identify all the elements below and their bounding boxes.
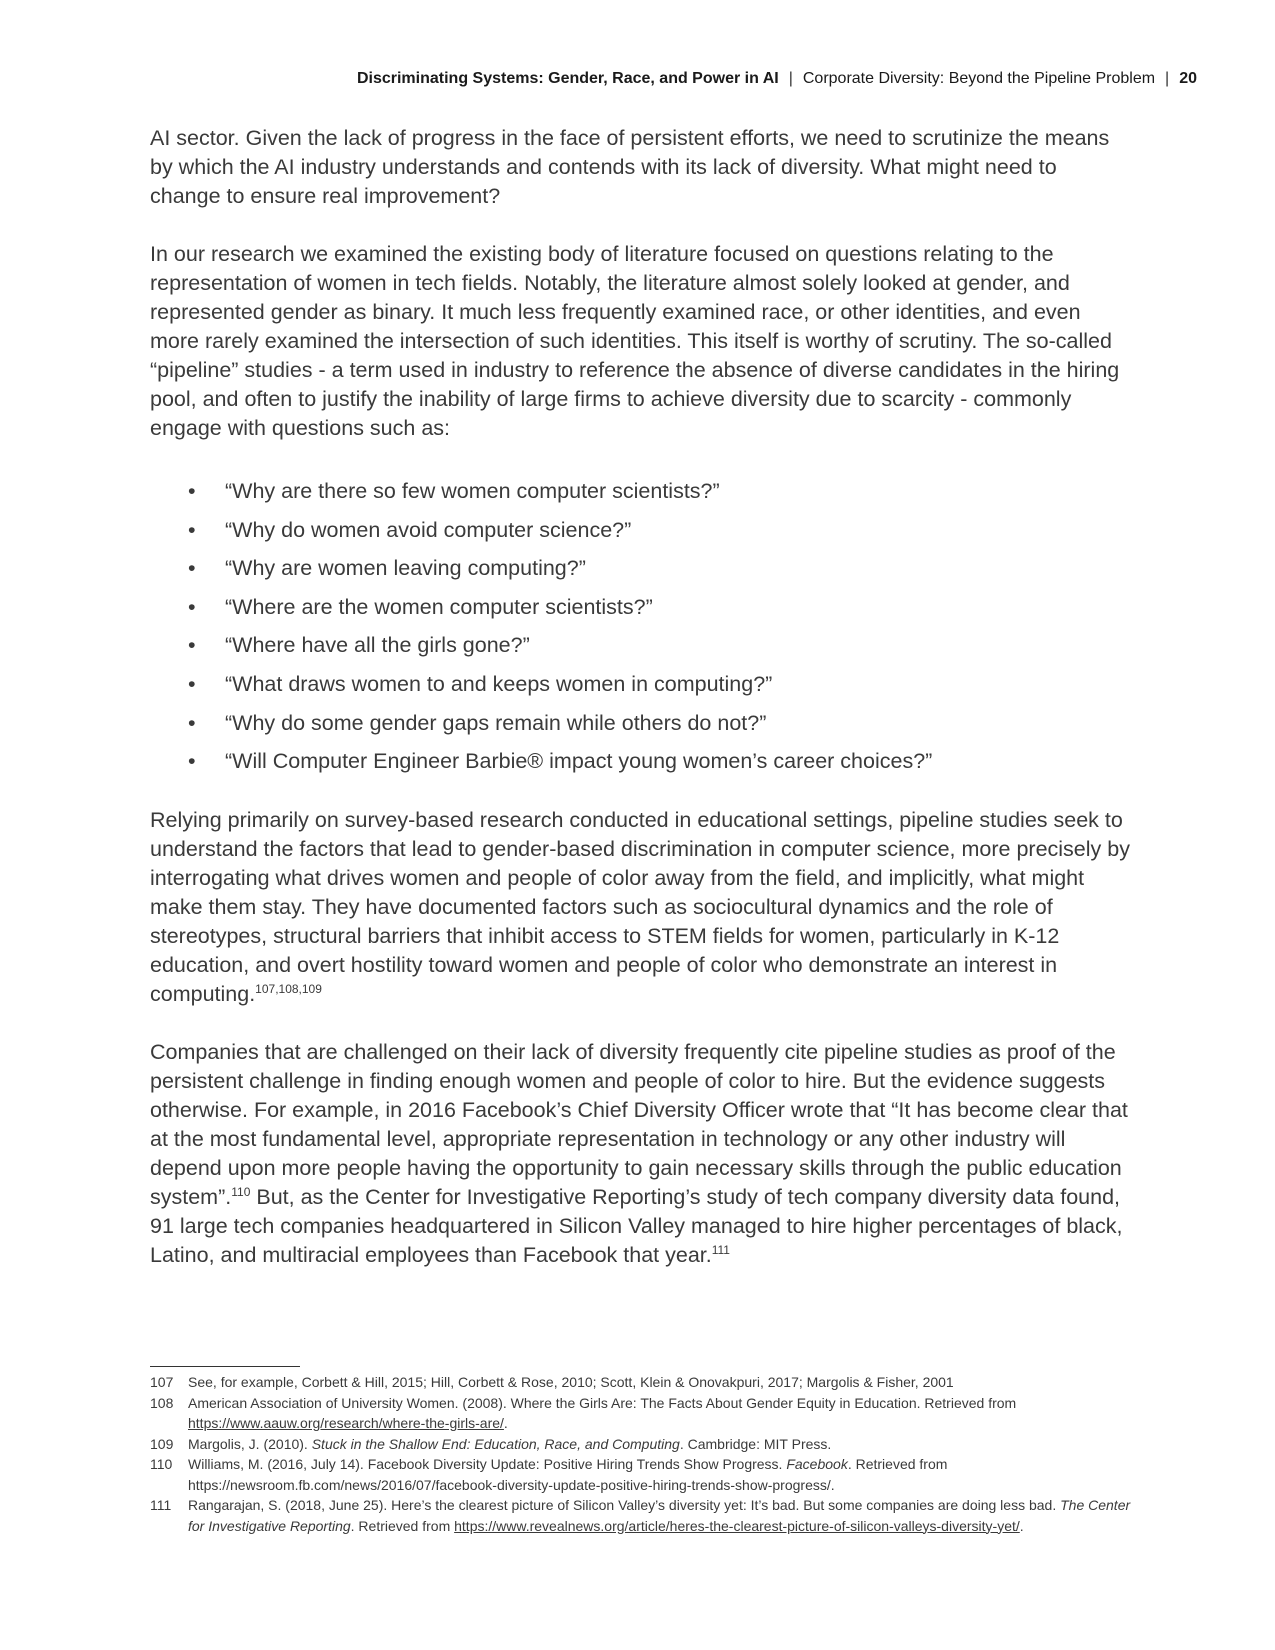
footnote-source: The Center for Investigative Reporting: [188, 1497, 1131, 1534]
footnote-link[interactable]: https://www.revealnews.org/article/heres-the-clearest-picture-of-silicon-valleys-diversity-yet/: [454, 1517, 1020, 1534]
footnote-number: 110: [150, 1456, 173, 1472]
footnote-text: [188, 1495, 1140, 1536]
question-text: “Why do some gender gaps remain while others do not?”: [225, 710, 767, 735]
paragraph-text: But, as the Center for Investigative Reporting’s study of tech company diversity data found, 91 large tech companies headquartered in Silicon Valley managed to hire higher percentages of black, Latino, and multiracial employees than Facebook that year.: [150, 1184, 1123, 1267]
list-item: [150, 742, 1130, 781]
question-text: “Will Computer Engineer Barbie® impact young women’s career choices?”: [225, 749, 933, 774]
footnote-citation: Williams, M. (2016, July 14). Facebook Diversity Update: Positive Hiring Trends Show Progress.: [188, 1456, 787, 1472]
list-item: [150, 472, 1130, 511]
main-content: [150, 124, 1130, 1299]
question-text: “Why are there so few women computer scientists?”: [225, 479, 720, 503]
list-item: [150, 588, 1130, 627]
paragraph-text: Relying primarily on survey-based research conducted in educational settings, pipeline studies seek to understand the factors that lead to gender-based discrimination in computer science, more precisely by interrogating what drives women and people of color away from the field, and implicitly, what might make them stay. They have documented factors such as sociocultural dynamics and the role of stereotypes, structural barriers that inhibit access to STEM fields for women, particularly in K-12 education, and overt hostility toward women and people of color who demonstrate an interest in computing.: [150, 807, 1130, 1006]
footnote-book-title: Stuck in the Shallow End: Education, Race, and Computing: [311, 1435, 680, 1452]
list-item: [150, 549, 1130, 588]
footnote-text: [188, 1454, 1140, 1495]
footnote-reference[interactable]: 107,108,109: [255, 981, 322, 996]
footnote-divider: [150, 1366, 300, 1367]
header-separator: |: [788, 70, 793, 87]
bullet-icon: •: [188, 710, 196, 735]
footnote-number: 109: [150, 1435, 174, 1452]
footnote-text: [188, 1393, 1140, 1434]
footnote-source: Facebook: [786, 1456, 848, 1472]
footnote-text: [188, 1434, 1140, 1455]
footnote-tail: . Retrieved from https://newsroom.fb.com/news/2016/07/facebook-diversity-update-positive-hiring-trends-show-progress/.: [188, 1456, 948, 1493]
footnote-number: 108: [150, 1394, 174, 1411]
bullet-icon: •: [188, 633, 196, 658]
footnote-107: [150, 1372, 1140, 1393]
question-text: “What draws women to and keeps women in computing?”: [225, 671, 773, 696]
list-item: [150, 511, 1130, 550]
question-text: “Where have all the girls gone?”: [225, 633, 530, 658]
footnote-tail: .: [1019, 1517, 1024, 1534]
bullet-icon: •: [188, 749, 196, 774]
page-number: 20: [1179, 70, 1197, 87]
paragraph-text: Companies that are challenged on their lack of diversity frequently cite pipeline studies as proof of the persistent challenge in finding enough women and people of color to hire. But the evidence suggests otherwise. For example, in 2016 Facebook’s Chief Diversity Officer wrote that “It has become clear that at the most fundamental level, appropriate representation in technology or any other industry will depend upon more people having the opportunity to gain necessary skills through the public education system”.: [150, 1039, 1128, 1209]
footnote-text: See, for example, Corbett & Hill, 2015; Hill, Corbett & Rose, 2010; Scott, Klein & Onovakpuri, 2017; Margolis & Fisher, 2001: [188, 1374, 954, 1390]
footnote-tail: .: [503, 1415, 508, 1431]
list-item: [150, 704, 1130, 743]
running-header: [357, 70, 1197, 88]
footnote-tail: . Cambridge: MIT Press.: [679, 1435, 832, 1452]
bullet-icon: •: [188, 479, 196, 503]
footnote-110: [150, 1454, 1140, 1495]
footnote-reference[interactable]: 111: [711, 1242, 730, 1257]
bullet-icon: •: [188, 594, 196, 619]
footnote-111: [150, 1495, 1140, 1536]
question-text: “Why do women avoid computer science?”: [225, 517, 632, 542]
bullet-icon: •: [188, 517, 196, 542]
bullet-icon: •: [188, 556, 196, 581]
footnote-citation: Rangarajan, S. (2018, June 25). Here’s the clearest picture of Silicon Valley’s diversity yet: It’s bad. But some companies are doing less bad.: [188, 1497, 1061, 1513]
footnote-citation: American Association of University Women. (2008). Where the Girls Are: The Facts About Gender Equity in Education. Retrieved from: [188, 1394, 1017, 1411]
footnote-number: 111: [150, 1497, 172, 1513]
question-list: [150, 472, 1130, 781]
paragraph: AI sector. Given the lack of progress in the face of persistent efforts, we need to scrutinize the means by which the AI industry understands and contends with its lack of diversity. What might need to change to ensure real improvement?: [150, 126, 1110, 208]
footnote-reference[interactable]: 110: [231, 1184, 251, 1199]
paragraph: [150, 1038, 1130, 1270]
footnotes: [150, 1372, 1140, 1536]
footnote-citation: Margolis, J. (2010).: [188, 1435, 312, 1452]
question-text: “Where are the women computer scientists?”: [225, 594, 653, 619]
footnote-retrieved: . Retrieved from: [350, 1517, 455, 1534]
list-item: [150, 626, 1130, 665]
header-separator: |: [1165, 70, 1170, 87]
footnote-109: [150, 1434, 1140, 1455]
footnote-number: 107: [150, 1374, 174, 1390]
list-item: [150, 665, 1130, 704]
question-text: “Why are women leaving computing?”: [225, 556, 586, 581]
paragraph: In our research we examined the existing body of literature focused on questions relating to the representation of women in tech fields. Notably, the literature almost solely looked at gender, and represented gender as binary. It much less frequently examined race, or other identities, and even more rarely examined the intersection of such identities. This itself is worthy of scrutiny. The so-called “pipeline” studies - a term used in industry to reference the absence of diverse candidates in the hiring pool, and often to justify the inability of large firms to achieve diversity due to scarcity - commonly engage with questions such as:: [150, 242, 1120, 440]
section-title: Corporate Diversity: Beyond the Pipeline Problem: [802, 70, 1156, 87]
paragraph: [150, 806, 1130, 1009]
footnote-108: [150, 1393, 1140, 1434]
bullet-icon: •: [188, 671, 196, 696]
footnote-link[interactable]: https://www.aauw.org/research/where-the-girls-are/: [188, 1415, 504, 1431]
document-title: Discriminating Systems: Gender, Race, and Power in AI: [356, 70, 779, 87]
